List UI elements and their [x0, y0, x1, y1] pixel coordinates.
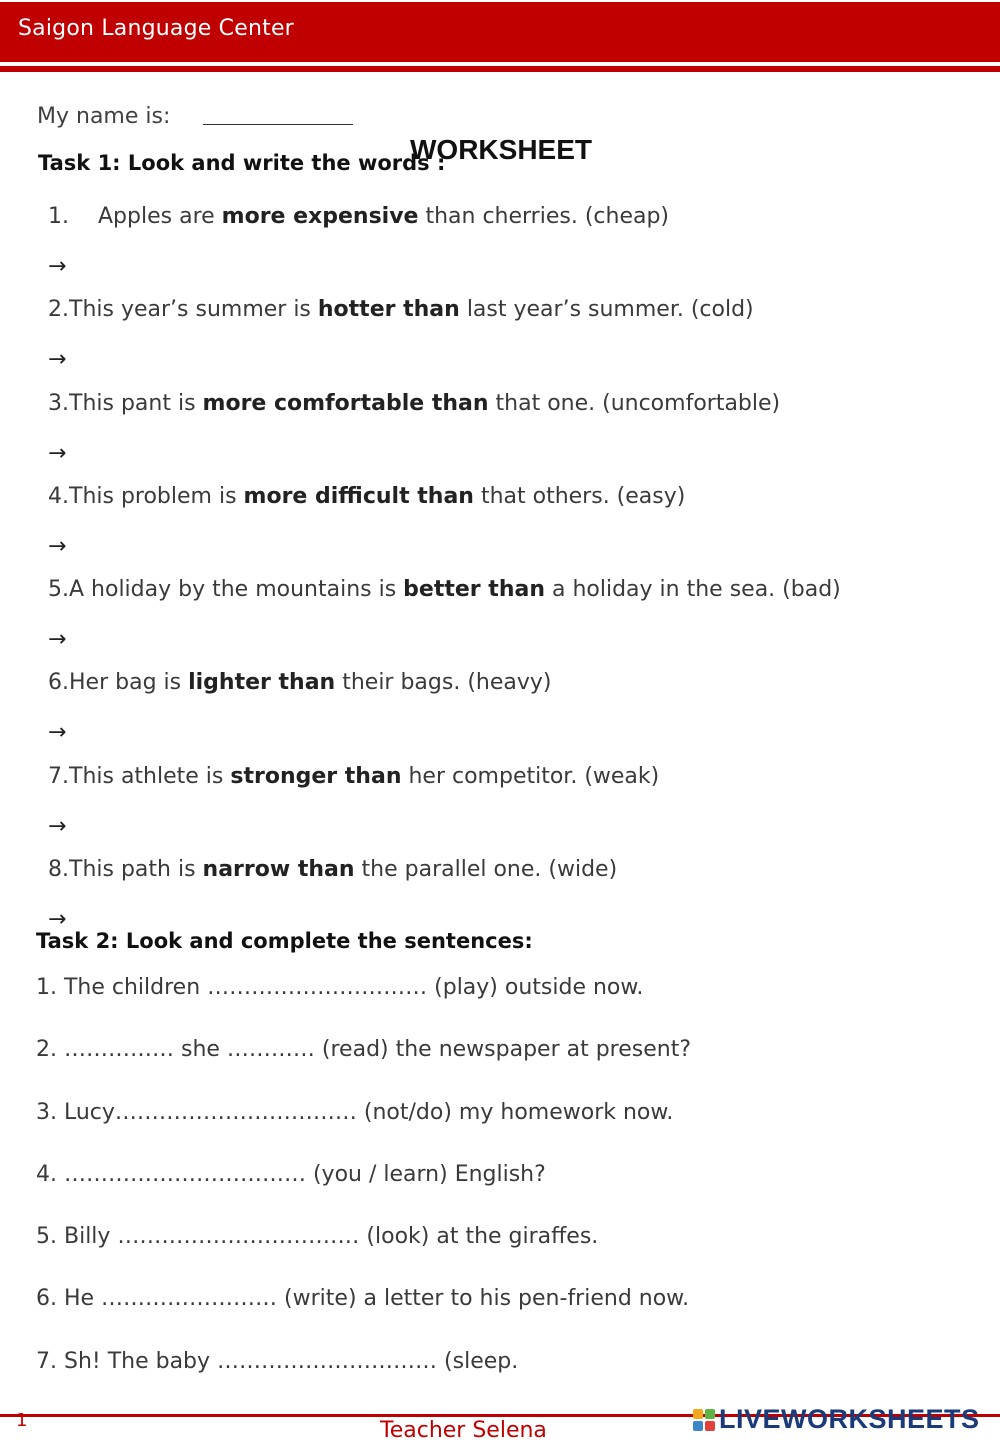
sentence-start: This path is — [69, 857, 203, 883]
page-number: 1 — [16, 1410, 28, 1431]
logo-text: LIVEWORKSHEETS — [719, 1404, 980, 1434]
teacher-name: Teacher Selena — [380, 1418, 547, 1443]
sentence-end: that others. (easy) — [473, 483, 686, 509]
answer-arrow[interactable]: → — [48, 907, 67, 933]
task1-item — [48, 484, 988, 577]
item-number: 1. — [48, 204, 69, 229]
worksheet-title: WORKSHEET — [410, 134, 592, 165]
sentence-start: A holiday by the mountains is — [69, 577, 404, 603]
task1-sentence — [48, 764, 659, 789]
item-number: 2. — [48, 297, 69, 323]
task2-sentence[interactable]: 2. …………… she ………… (read) the newspaper at present? — [36, 1037, 692, 1063]
task1-sentence — [48, 857, 617, 882]
task1-sentence — [48, 484, 685, 509]
task1-item — [48, 204, 988, 297]
answer-arrow[interactable]: → — [48, 627, 67, 653]
sentence-start: This problem is — [69, 483, 244, 509]
sentence-end: last year’s summer. (cold) — [459, 297, 754, 323]
highlighted-phrase: narrow than — [202, 857, 355, 883]
task1-item — [48, 764, 988, 857]
task2-sentence[interactable]: 7. Sh! The baby ………………………… (sleep. — [36, 1348, 519, 1374]
task2-list — [36, 975, 976, 1411]
sentence-start: Apples are — [98, 204, 222, 229]
highlighted-phrase: stronger than — [230, 763, 402, 789]
name-input-line[interactable] — [203, 124, 353, 125]
task1-sentence — [48, 204, 669, 229]
task2-sentence[interactable]: 6. He …………………… (write) a letter to his pen-friend now. — [36, 1286, 690, 1312]
task2-sentence[interactable]: 3. Lucy…………………………… (not/do) my homework now. — [36, 1099, 674, 1125]
answer-arrow[interactable]: → — [48, 720, 67, 746]
sentence-end: the parallel one. (wide) — [354, 857, 618, 883]
answer-arrow[interactable]: → — [48, 533, 67, 559]
sentence-start: This athlete is — [69, 763, 231, 789]
task2-sentence[interactable]: 5. Billy …………………………… (look) at the giraffes. — [36, 1224, 599, 1250]
task1-item — [48, 297, 988, 390]
sentence-start: This year’s summer is — [69, 297, 318, 323]
sentence-end: that one. (uncomfortable) — [488, 390, 781, 416]
highlighted-phrase: more comfortable than — [202, 390, 489, 416]
task1-item — [48, 670, 988, 763]
item-number: 5. — [48, 577, 69, 603]
task2-sentence[interactable]: 1. The children ………………………… (play) outside now. — [36, 975, 644, 1000]
item-number: 7. — [48, 763, 69, 789]
answer-arrow[interactable]: → — [48, 813, 67, 839]
task2-sentence[interactable]: 4. …………………………… (you / learn) English? — [36, 1161, 546, 1187]
item-number: 3. — [48, 390, 69, 416]
header-title: Saigon Language Center — [18, 16, 294, 41]
name-prompt: My name is: — [37, 104, 171, 129]
answer-arrow[interactable]: → — [48, 254, 67, 279]
highlighted-phrase: more expensive — [221, 204, 419, 229]
header-divider — [0, 66, 1000, 72]
item-number: 6. — [48, 670, 69, 696]
logo-blocks-icon — [693, 1409, 715, 1431]
highlighted-phrase: more difficult than — [243, 483, 474, 509]
task2-title: Task 2: Look and complete the sentences: — [36, 929, 533, 953]
item-number: 8. — [48, 857, 69, 883]
sentence-end: than cherries. (cheap) — [418, 204, 670, 229]
task1-sentence — [48, 391, 780, 416]
liveworksheets-logo[interactable] — [693, 1404, 980, 1435]
task1-item — [48, 391, 988, 484]
task1-sentence — [48, 577, 841, 602]
sentence-start: This pant is — [69, 390, 203, 416]
sentence-start: Her bag is — [69, 670, 189, 696]
highlighted-phrase: better than — [403, 577, 545, 603]
highlighted-phrase: lighter than — [188, 670, 336, 696]
task1-title: Task 1: Look and write the words : — [38, 151, 446, 175]
task1-list — [48, 204, 988, 950]
task1-sentence — [48, 670, 552, 695]
sentence-end: a holiday in the sea. (bad) — [545, 577, 841, 603]
header-bar — [0, 2, 1000, 62]
task1-item — [48, 577, 988, 670]
answer-arrow[interactable]: → — [48, 347, 67, 373]
answer-arrow[interactable]: → — [48, 440, 67, 466]
highlighted-phrase: hotter than — [317, 297, 460, 323]
task1-sentence — [48, 297, 754, 322]
item-number: 4. — [48, 483, 69, 509]
sentence-end: her competitor. (weak) — [401, 763, 660, 789]
sentence-end: their bags. (heavy) — [335, 670, 552, 696]
